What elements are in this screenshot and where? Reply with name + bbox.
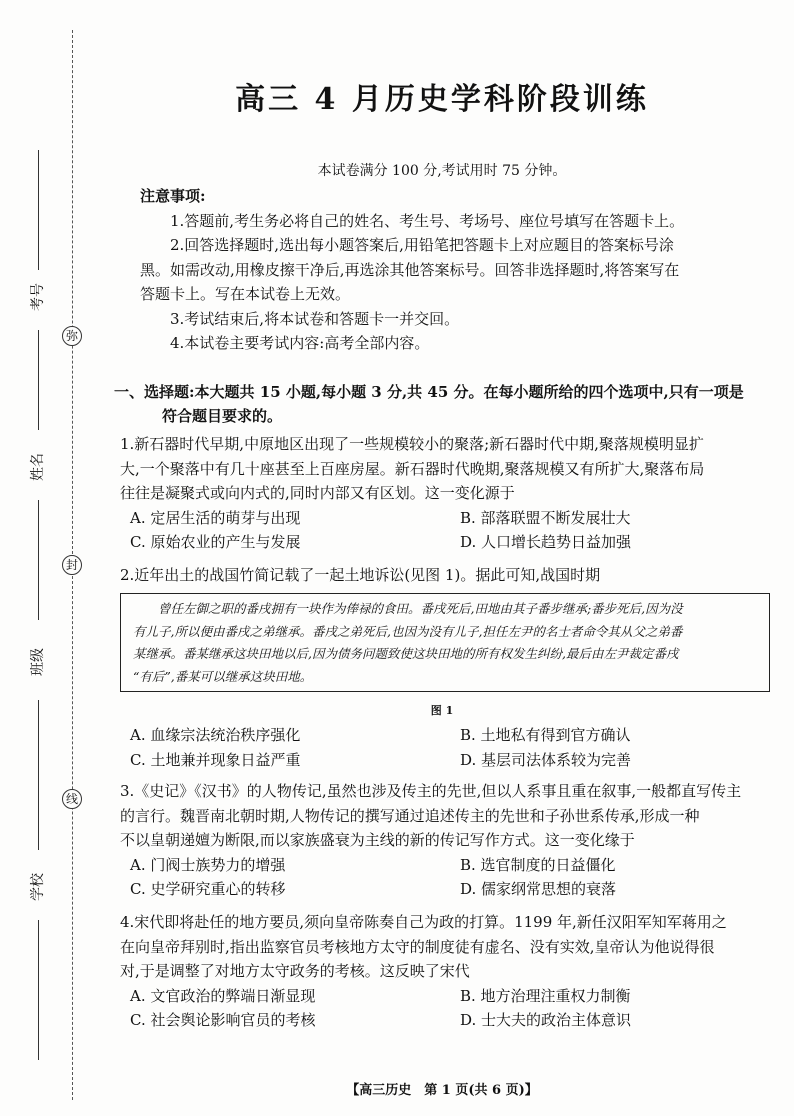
- question-stem-line: 不以皇朝递嬗为断限,而以家族盛衰为主线的新的传记写作方式。这一变化缘于: [120, 831, 635, 849]
- question-1: [120, 432, 770, 555]
- option-c: C. 土地兼并现象日益严重: [130, 750, 301, 769]
- notes-block: [140, 184, 740, 356]
- option-b: B. 土地私有得到官方确认: [460, 726, 631, 744]
- note-item-2: 2.回答选择题时,选出每小题答案后,用铅笔把答题卡上对应题目的答案标号涂: [170, 236, 674, 254]
- field-line-class-top: [38, 500, 39, 620]
- field-class: 班级: [30, 648, 46, 676]
- options: [120, 853, 770, 902]
- note-item-4: 4.本试卷主要考试内容:高考全部内容。: [170, 334, 430, 352]
- field-line-name-top: [38, 330, 39, 430]
- field-kaohao: 考号: [30, 283, 46, 311]
- question-2-options: [120, 723, 770, 772]
- figure-caption: 图 1: [430, 704, 454, 717]
- notes-heading: 注意事项:: [140, 187, 206, 205]
- question-2: [120, 563, 770, 588]
- question-stem-line: 在向皇帝拜别时,指出监察官员考核地方太守的制度徒有虚名、没有实效,皇帝认为他说得很: [120, 937, 715, 956]
- question-stem-line: 大,一个聚落中有几十座甚至上百座房屋。新石器时代晚期,聚落规模又有所扩大,聚落布局: [120, 459, 705, 478]
- option-c: C. 社会舆论影响官员的考核: [130, 1011, 316, 1029]
- note-item-1: 1.答题前,考生务必将自己的姓名、考生号、考场号、座位号填写在答题卡上。: [170, 211, 685, 230]
- seal-char-xian: 线: [62, 789, 82, 809]
- option-a: A. 定居生活的萌芽与出现: [130, 508, 301, 527]
- question-stem-line: 4.宋代即将赴任的地方要员,须向皇帝陈奏自己为政的打算。1199 年,新任汉阳军知军蒋用之: [120, 913, 727, 931]
- option-b: B. 部落联盟不断发展壮大: [460, 508, 631, 527]
- figure-text-line: 某继承。番某继承这块田地以后,因为债务问题致使这块田地的所有权发生纠纷,最后由左尹裁定番戌: [133, 646, 679, 661]
- figure-text-line: “有后”,番某可以继承这块田地。: [133, 668, 313, 684]
- option-a: A. 门阀士族势力的增强: [130, 855, 286, 874]
- field-line-school-top: [38, 700, 39, 850]
- option-d: D. 士大夫的政治主体意识: [460, 1011, 632, 1029]
- question-stem-line: 3.《史记》《汉书》的人物传记,虽然也涉及传主的先世,但以人系事且重在叙事,一般都直写传主: [120, 782, 742, 800]
- option-d: D. 儒家纲常思想的衰落: [460, 880, 617, 898]
- seal-char-mi: 弥: [62, 326, 82, 346]
- question-4: [120, 910, 770, 1033]
- question-stem-line: 2.近年出土的战国竹简记载了一起土地诉讼(见图 1)。据此可知,战国时期: [120, 566, 601, 584]
- question-stem-line: 的言行。魏晋南北朝时期,人物传记的撰写通过追述传主的先世和子孙世系传承,形成一种: [120, 806, 700, 825]
- note-item-3: 3.考试结束后,将本试卷和答题卡一并交回。: [170, 309, 460, 328]
- field-name: 姓名: [30, 453, 46, 481]
- note-item-2-cont: 黑。如需改动,用橡皮擦干净后,再选涂其他答案标号。回答非选择题时,将答案写在: [140, 260, 680, 279]
- question-3: [120, 779, 770, 902]
- seal-char-feng: 封: [62, 555, 82, 575]
- option-a: A. 文官政治的弊端日渐显现: [130, 986, 316, 1005]
- options: [120, 723, 770, 772]
- note-item-2-cont: 答题卡上。写在本试卷上无效。: [140, 285, 351, 303]
- options: [120, 506, 770, 555]
- option-b: B. 地方治理注重权力制衡: [460, 986, 631, 1005]
- field-school: 学校: [30, 873, 46, 901]
- field-line-school-bottom: [38, 920, 39, 1060]
- exam-info: 本试卷满分 100 分,考试用时 75 分钟。: [317, 163, 567, 179]
- options: [120, 984, 770, 1033]
- exam-title: 高三 4 月历史学科阶段训练: [235, 82, 649, 117]
- option-d: D. 基层司法体系较为完善: [460, 750, 632, 769]
- binding-margin: [0, 0, 110, 1116]
- option-c: C. 原始农业的产生与发展: [130, 533, 301, 551]
- figure-text-line: 曾任左御之职的番戌拥有一块作为俸禄的食田。番戌死后,田地由其子番步继承;番步死后,因为没: [158, 601, 683, 616]
- figure-text-line: 有儿子,所以便由番戌之弟继承。番戌之弟死后,也因为没有儿子,担任左尹的名士者命令其从父之弟番: [133, 623, 683, 639]
- option-d: D. 人口增长趋势日益加强: [460, 533, 632, 551]
- question-stem-line: 往往是凝聚式或向内式的,同时内部又有区划。这一变化源于: [120, 484, 515, 502]
- field-line-kaohao: [38, 150, 39, 270]
- option-b: B. 选官制度的日益僵化: [460, 855, 616, 874]
- question-stem-line: 1.新石器时代早期,中原地区出现了一些规模较小的聚落;新石器时代中期,聚落规模明显扩: [120, 435, 704, 453]
- figure-1-box: [120, 593, 770, 692]
- section-heading: 一、选择题:本大题共 15 小题,每小题 3 分,共 45 分。在每小题所给的四个选项中,只有一项是 符合题目要求的。: [114, 383, 744, 425]
- page-footer: 【高三历史 第 1 页(共 6 页)】: [346, 1083, 538, 1098]
- option-a: A. 血缘宗法统治秩序强化: [130, 726, 301, 744]
- option-c: C. 史学研究重心的转移: [130, 880, 286, 898]
- question-stem-line: 对,于是调整了对地方太守政务的考核。这反映了宋代: [120, 962, 470, 980]
